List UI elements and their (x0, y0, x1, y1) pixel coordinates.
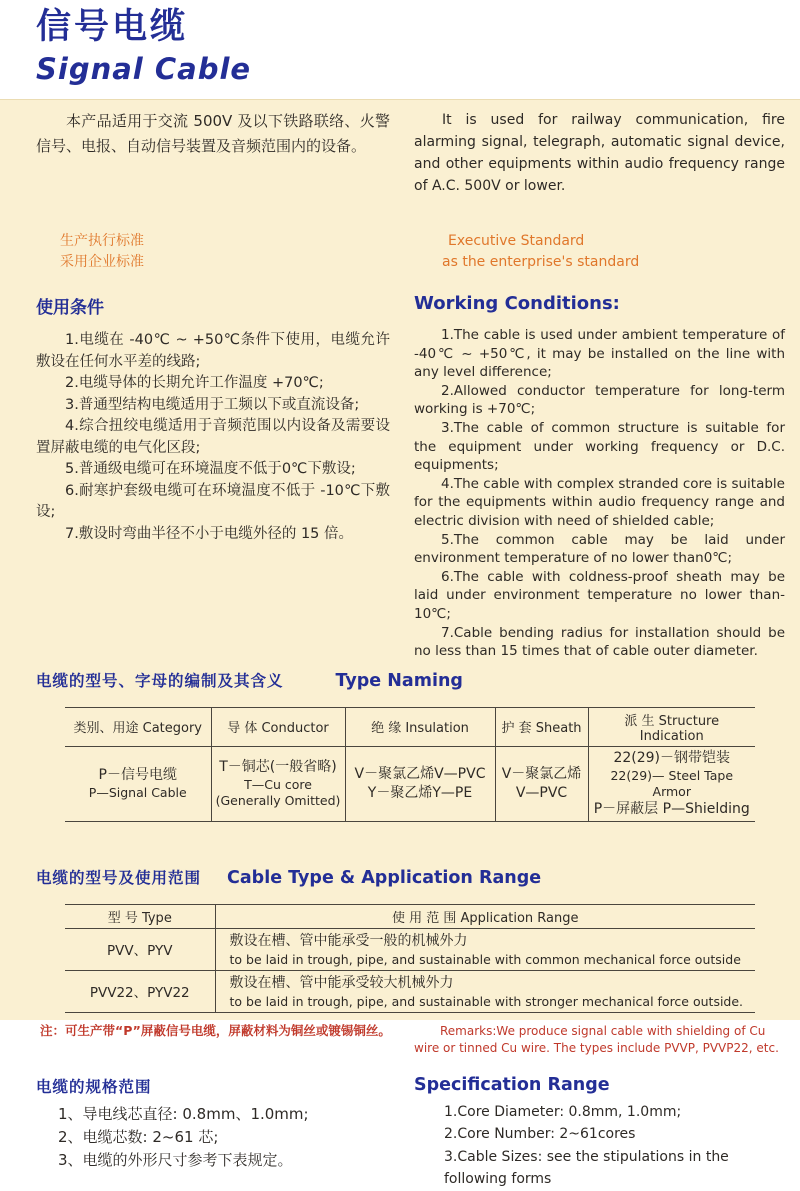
condition-item: 3.普通型结构电缆适用于工频以下或直流设备; (65, 396, 360, 413)
specification-item: 3、电缆的外形尺寸参考下表规定。 (58, 1150, 293, 1169)
notes-section (0, 1023, 800, 1057)
specification-english (414, 1075, 785, 1191)
column-header: 型 号 Type (65, 904, 215, 928)
standards-line: 采用企业标准 (60, 254, 144, 270)
section-heading-english: Cable Type & Application Range (227, 867, 542, 888)
column-header: 导 体 Conductor (211, 707, 345, 746)
condition-item: 6.The cable with coldness-proof sheath may be laid under environment temperature no lower than-10℃; (414, 568, 785, 622)
page-title-chinese: 信号电缆 (36, 7, 189, 47)
cell-line: V—PVC (515, 784, 568, 801)
cell-line: P－屏蔽层 P—Shielding (593, 800, 750, 817)
cell-line: 敷设在槽、管中能承受较大机械外力 (229, 974, 454, 991)
cell-line: P—Signal Cable (88, 785, 187, 801)
sheath-cell (495, 746, 588, 821)
cell-line: V－聚氯乙烯V—PVC (354, 765, 486, 782)
specification-heading-english: Specification Range (414, 1074, 610, 1095)
cell-line: to be laid in trough, pipe, and sustainable with common mechanical force outside (229, 951, 741, 967)
conductor-cell (211, 746, 345, 821)
table-row (65, 970, 755, 1012)
cell-line: T－铜芯(一般省略) (219, 759, 337, 776)
table-header-row (65, 707, 755, 746)
column-header: 绝 缘 Insulation (345, 707, 495, 746)
conditions-english (414, 293, 785, 661)
insulation-cell (345, 746, 495, 821)
cell-line: T—Cu core (Generally Omitted) (215, 777, 341, 809)
section-heading-chinese: 电缆的型号及使用范围 (36, 868, 202, 887)
page-title-english: Signal Cable (36, 52, 252, 86)
specification-item: 2.Core Number: 2~61cores (444, 1126, 636, 1143)
standards-chinese (36, 231, 390, 273)
note-english: Remarks:We produce signal cable with shielding of Cu wire or tinned Cu wire. The types include PVVP, PVVP22, etc. (414, 1023, 779, 1055)
intro-section (0, 109, 800, 197)
specification-item: 1、导电线芯直径: 0.8mm、1.0mm; (58, 1104, 309, 1123)
table-row (65, 746, 755, 821)
column-header: 护 套 Sheath (495, 707, 588, 746)
specification-item: 1.Core Diameter: 0.8mm, 1.0mm; (444, 1103, 682, 1120)
specification-chinese (36, 1075, 390, 1191)
type-naming-table (65, 707, 755, 822)
range-cell (215, 970, 755, 1012)
structure-cell (588, 746, 755, 821)
conditions-section (0, 293, 800, 661)
application-table (65, 904, 755, 1013)
table-header-row (65, 904, 755, 928)
cell-line: P－信号电缆 (98, 767, 177, 784)
condition-item: 1.The cable is used under ambient temperature of -40℃ ~ +50℃, it may be installed on the line with any level difference; (414, 327, 785, 381)
conditions-heading-english: Working Conditions: (414, 293, 620, 314)
standards-english (414, 231, 785, 273)
conditions-heading-chinese: 使用条件 (36, 298, 104, 318)
cell-line: V－聚氯乙烯 (501, 765, 582, 782)
condition-item: 2.电缆导体的长期允许工作温度 +70℃; (65, 375, 324, 391)
condition-item: 4.The cable with complex stranded core is suitable for the equipments within audio frequency range and electric division with need of shielded cable; (414, 475, 785, 529)
column-header: 使 用 范 围 Application Range (215, 904, 755, 928)
condition-item: 5.普通级电缆可在环境温度不低于0℃下敷设; (65, 461, 356, 477)
condition-item: 7.敷设时弯曲半径不小于电缆外径的 15 倍。 (65, 525, 354, 542)
type-cell: PVV22、PYV22 (65, 970, 215, 1012)
category-cell (65, 746, 211, 821)
page-content (0, 99, 800, 1188)
standards-line: 生产执行标准 (60, 233, 144, 249)
standards-line: as the enterprise's standard (442, 254, 640, 270)
cell-line: 敷设在槽、管中能承受一般的机械外力 (229, 932, 468, 949)
conditions-chinese (36, 293, 390, 661)
page-header (0, 0, 800, 99)
application-heading (0, 866, 800, 888)
condition-item: 6.耐寒护套级电缆可在环境温度不低于 -10℃下敷设; (36, 482, 390, 520)
specification-item: 3.Cable Sizes: see the stipulations in the following forms (444, 1148, 729, 1188)
cell-line: 22(29)－钢带铠装 (613, 749, 731, 766)
intro-paragraph-english: It is used for railway communication, fire alarming signal, telegraph, automatic signal device, and other equipments within audio frequency range of A.C. 500V or lower. (414, 112, 785, 194)
condition-item: 2.Allowed conductor temperature for long-term working is +70℃; (414, 382, 785, 418)
cell-line: 22(29)— Steel Tape Armor (610, 767, 734, 799)
column-header: 派 生 Structure Indication (588, 707, 755, 746)
specification-section (0, 1075, 800, 1191)
intro-paragraph-chinese: 本产品适用于交流 500V 及以下铁路联络、火警信号、电报、自动信号装置及音频范围内的设备。 (36, 112, 390, 155)
standards-line: Executive Standard (448, 233, 585, 249)
cell-line: Y－聚乙烯Y—PE (367, 784, 473, 801)
condition-item: 1.电缆在 -40℃ ~ +50℃条件下使用，电缆允许敷设在任何水平差的线路; (36, 332, 390, 370)
specification-item: 2、电缆芯数: 2~61 芯; (58, 1127, 219, 1146)
type-cell: PVV、PYV (65, 928, 215, 970)
condition-item: 3.The cable of common structure is suitable for the equipment under working frequency or D.C. equipments; (414, 419, 785, 474)
cell-line: to be laid in trough, pipe, and sustainable with stronger mechanical force outside. (229, 993, 744, 1009)
standards-section (0, 231, 800, 273)
condition-item: 4.综合扭绞电缆适用于音频范围以内设备及需要设置屏蔽电缆的电气化区段; (36, 418, 390, 456)
section-heading-english: Type Naming (335, 670, 463, 691)
condition-item: 7.Cable bending radius for installation should be no less than 15 times that of cable outer diameter. (414, 624, 785, 660)
column-header: 类别、用途 Category (65, 707, 211, 746)
table-row (65, 928, 755, 970)
type-naming-heading (0, 669, 800, 691)
condition-item: 5.The common cable may be laid under environment temperature of no lower than0℃; (414, 531, 785, 567)
note-chinese: 注：可生产带“P”屏蔽信号电缆，屏蔽材料为铜丝或镀锡铜丝。 (40, 1022, 391, 1038)
specification-heading-chinese: 电缆的规格范围 (36, 1077, 152, 1096)
section-heading-chinese: 电缆的型号、字母的编制及其含义 (36, 671, 284, 690)
range-cell (215, 928, 755, 970)
